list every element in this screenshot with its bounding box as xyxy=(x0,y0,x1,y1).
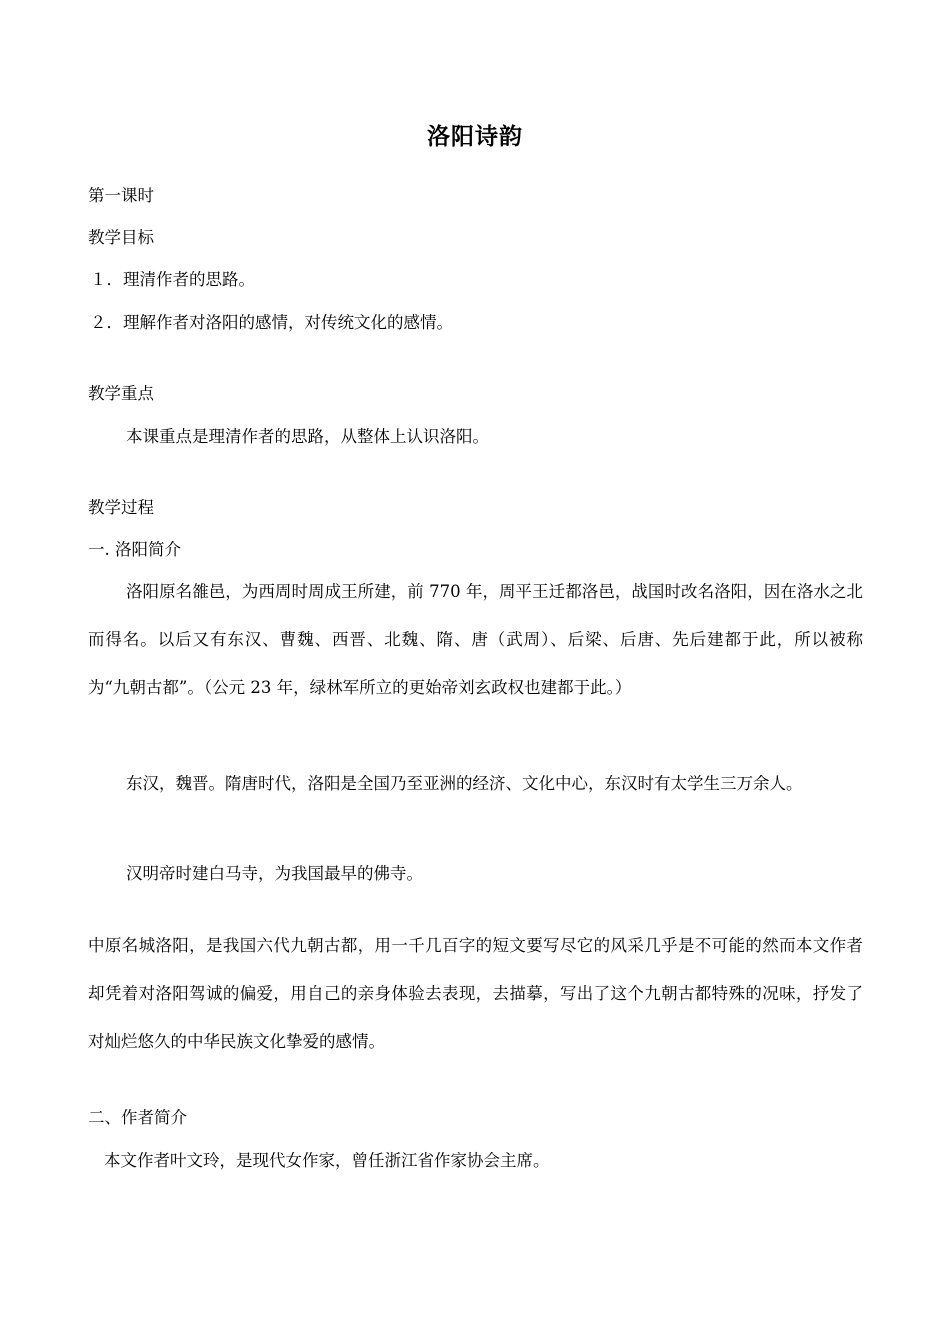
goals-heading: 教学目标 xyxy=(88,228,154,247)
goal-item-2: ２．理解作者对洛阳的感情，对传统文化的感情。 xyxy=(90,313,453,332)
focus-text: 本课重点是理清作者的思路，从整体上认识洛阳。 xyxy=(126,427,489,446)
section-1-heading: 一. 洛阳简介 xyxy=(88,540,181,559)
focus-heading: 教学重点 xyxy=(88,384,154,403)
section-1-paragraph-3: 汉明帝时建白马寺，为我国最早的佛寺。 xyxy=(126,864,423,883)
summary-paragraph: 中原名城洛阳，是我国六代九朝古都，用一千几百字的短文要写尽它的风采几乎是不可能的然而本文作者却凭着对洛阳驾诚的偏爱，用自己的亲身体验去表现，去描摹，写出了这个九朝古都特殊的况味，抒发了对灿烂悠久的中华民族文化挚爱的感情。 xyxy=(88,936,863,1051)
process-heading: 教学过程 xyxy=(88,498,154,517)
section-1-paragraph-2: 东汉，魏晋。隋唐时代，洛阳是全国乃至亚洲的经济、文化中心，东汉时有太学生三万余人。 xyxy=(126,774,803,793)
document-title: 洛阳诗韵 xyxy=(427,124,523,150)
lesson-label: 第一课时 xyxy=(88,186,154,205)
section-1-paragraph-1: 洛阳原名雒邑，为西周时周成王所建，前 770 年，周平王迁都洛邑，战国时改名洛阳，因在洛水之北而得名。以后又有东汉、曹魏、西晋、北魏、隋、唐（武周）、后梁、后唐、先后建都于此，所以被称为“九朝古都”。（公元 23 年，绿林军所立的更始帝刘玄政权也建都于此。） xyxy=(88,582,863,697)
section-2-text: 本文作者叶文玲，是现代女作家，曾任浙江省作家协会主席。 xyxy=(104,1151,550,1170)
goal-item-1: １．理清作者的思路。 xyxy=(90,270,255,289)
section-2-heading: 二、作者简介 xyxy=(88,1108,187,1127)
